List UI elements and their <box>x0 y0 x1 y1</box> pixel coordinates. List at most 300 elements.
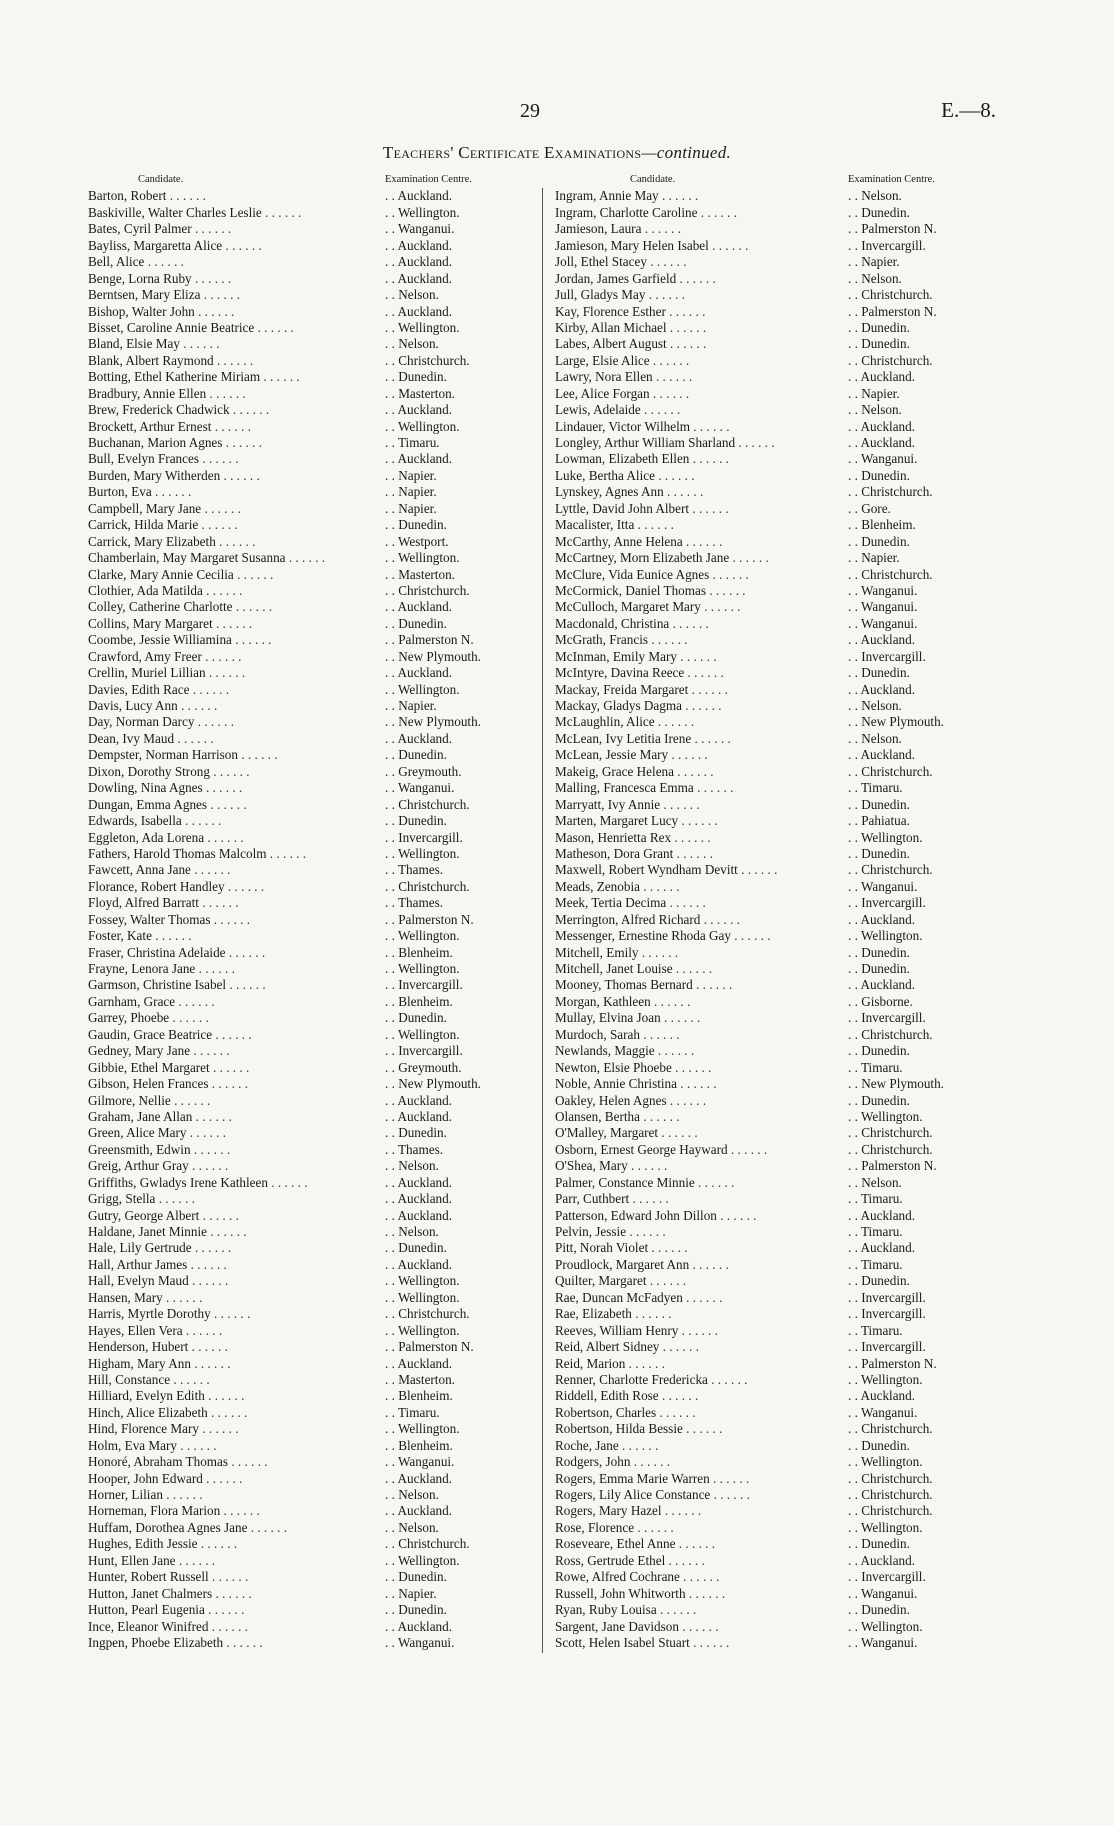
centre-leader-dots: . . <box>385 237 398 253</box>
candidate-name: Hooper, John Edward <box>88 1470 203 1486</box>
candidate-row <box>88 238 388 254</box>
centre-value: Thames. <box>397 862 443 878</box>
candidate-name: Longley, Arthur William Sharland <box>555 435 736 450</box>
centre-value: Auckland. <box>397 402 453 418</box>
candidate-row <box>88 928 388 944</box>
candidate-row <box>88 1635 388 1651</box>
centre-leader-dots: . . <box>848 500 862 516</box>
examination-centre <box>385 287 540 303</box>
centre-value: Masterton. <box>398 1371 455 1387</box>
centre-leader-dots: . . <box>848 1026 862 1042</box>
centre-value: Dunedin. <box>861 944 910 960</box>
centre-value: Dunedin. <box>861 319 910 335</box>
centre-leader-dots: . . <box>848 1141 862 1157</box>
centre-value: Timaru. <box>860 780 903 796</box>
candidate-name: Roche, Jane <box>555 1437 619 1453</box>
centre-leader-dots: . . <box>385 1076 399 1092</box>
candidate-name: Roseveare, Ethel Anne <box>555 1536 676 1552</box>
examination-centre <box>385 731 540 747</box>
centre-leader-dots: . . <box>385 730 398 746</box>
candidate-name: Quilter, Margaret <box>555 1273 647 1289</box>
candidate-name: Pelvin, Jessie <box>555 1224 627 1239</box>
examination-centre <box>848 1356 1018 1372</box>
leader-dots: . . . . . . <box>666 895 706 911</box>
examination-centre <box>848 813 1018 829</box>
leader-dots: . . . . . . <box>618 1437 659 1453</box>
centre-value: Blenheim. <box>398 1437 453 1453</box>
centre-leader-dots: . . <box>385 517 399 533</box>
examination-centre <box>385 649 540 665</box>
examination-centre <box>385 550 540 566</box>
centre-leader-dots: . . <box>848 1536 862 1552</box>
candidate-row <box>555 1323 860 1339</box>
candidate-row <box>88 862 388 878</box>
centre-leader-dots: . . <box>848 977 861 993</box>
centre-leader-dots: . . <box>848 484 862 500</box>
candidate-name: Labes, Albert August <box>555 336 667 352</box>
candidate-name: Matheson, Dora Grant <box>555 845 674 861</box>
centre-leader-dots: . . <box>385 681 398 697</box>
centre-leader-dots: . . <box>848 813 862 829</box>
leader-dots: . . . . . . <box>697 204 738 220</box>
candidate-row <box>88 714 388 730</box>
candidate-row <box>555 928 860 944</box>
examination-centre <box>848 254 1018 270</box>
right-candidate-header: Candidate. <box>630 174 676 185</box>
examination-centre <box>848 238 1018 254</box>
centre-value: Auckland. <box>397 451 453 467</box>
candidate-row <box>555 698 860 714</box>
examination-centre <box>385 1208 540 1224</box>
candidate-row <box>555 632 860 648</box>
examination-centre <box>385 188 540 204</box>
centre-value: Auckland. <box>860 681 916 697</box>
examination-centre <box>848 550 1018 566</box>
leader-dots: . . . . . . <box>170 1371 210 1387</box>
candidate-row <box>555 1240 860 1256</box>
candidate-row <box>88 616 388 632</box>
centre-leader-dots: . . <box>385 1437 399 1453</box>
centre-value: Westport. <box>397 533 449 549</box>
centre-leader-dots: . . <box>385 878 399 894</box>
examination-centre <box>385 501 540 517</box>
candidate-name: Floyd, Alfred Barratt <box>88 895 199 911</box>
candidate-row <box>88 221 388 237</box>
centre-value: Wanganui. <box>860 1634 918 1650</box>
centre-leader-dots: . . <box>385 780 398 796</box>
examination-centre <box>848 1273 1018 1289</box>
examination-centre <box>848 402 1018 418</box>
examination-centre <box>848 1536 1018 1552</box>
centre-leader-dots: . . <box>385 1454 398 1470</box>
centre-leader-dots: . . <box>848 1273 862 1289</box>
centre-leader-dots: . . <box>385 993 399 1009</box>
leader-dots: . . . . . . <box>177 698 218 713</box>
examination-centre <box>385 813 540 829</box>
centre-value: New Plymouth. <box>398 648 481 664</box>
candidate-name: Hale, Lily Gertrude <box>88 1240 192 1256</box>
candidate-row <box>555 846 860 862</box>
candidate-row <box>88 254 388 270</box>
examination-centre <box>848 830 1018 846</box>
candidate-row <box>88 813 388 829</box>
leader-dots: . . . . . . <box>729 550 769 566</box>
candidate-row <box>555 977 860 993</box>
leader-dots: . . . . . . <box>654 467 695 483</box>
centre-value: Auckland. <box>397 188 453 204</box>
candidate-name: McLean, Jessie Mary <box>555 747 669 763</box>
centre-leader-dots: . . <box>848 961 862 976</box>
centre-leader-dots: . . <box>385 1552 398 1568</box>
centre-value: Nelson. <box>861 402 902 418</box>
candidate-name: Bull, Evelyn Frances <box>88 451 199 467</box>
candidate-name: Davis, Lucy Ann <box>88 698 178 713</box>
candidate-row <box>88 451 388 467</box>
candidate-row <box>88 402 388 418</box>
candidate-row <box>555 731 860 747</box>
centre-leader-dots: . . <box>385 829 399 845</box>
leader-dots: . . . . . . <box>225 944 266 960</box>
centre-value: Nelson. <box>861 270 902 286</box>
candidate-row <box>555 517 860 533</box>
candidate-row <box>555 1339 860 1355</box>
candidate-name: Hughes, Edith Jessie <box>88 1536 198 1552</box>
examination-centre <box>385 1421 540 1437</box>
centre-value: Nelson. <box>398 1487 439 1502</box>
candidate-name: Fraser, Christina Adelaide <box>88 944 226 960</box>
candidate-row <box>88 188 388 204</box>
centre-leader-dots: . . <box>848 1125 862 1141</box>
candidate-row <box>88 780 388 796</box>
leader-dots: . . . . . . <box>672 961 713 976</box>
centre-value: Auckland. <box>860 1552 916 1568</box>
right-candidate-column <box>555 172 860 1651</box>
centre-leader-dots: . . <box>848 352 862 368</box>
candidate-name: Clothier, Ada Matilda <box>88 582 203 598</box>
centre-leader-dots: . . <box>848 517 862 533</box>
leader-dots: . . . . . . <box>716 1207 757 1223</box>
centre-value: Greymouth. <box>398 763 462 779</box>
candidate-row <box>88 1356 388 1372</box>
centre-leader-dots: . . <box>848 566 862 582</box>
examination-centre <box>385 1503 540 1519</box>
candidate-name: Joll, Ethel Stacey <box>555 254 647 270</box>
centre-value: Auckland. <box>860 435 916 450</box>
candidate-row <box>555 386 860 402</box>
centre-value: Dunedin. <box>398 1602 447 1618</box>
centre-value: Wanganui. <box>397 1634 455 1650</box>
examination-centre <box>385 1060 540 1076</box>
candidate-row <box>88 1175 388 1191</box>
centre-value: Napier. <box>861 254 900 270</box>
centre-leader-dots: . . <box>848 780 861 796</box>
column-divider <box>542 188 543 1653</box>
centre-value: Christchurch. <box>861 352 933 368</box>
candidate-name: Benge, Lorna Ruby <box>88 270 192 286</box>
centre-leader-dots: . . <box>848 336 862 352</box>
centre-value: Dunedin. <box>398 1569 447 1585</box>
centre-leader-dots: . . <box>385 435 398 450</box>
candidate-row <box>88 484 388 500</box>
candidate-name: Ince, Eleanor Winifred <box>88 1618 209 1634</box>
centre-value: Nelson. <box>861 698 902 713</box>
leader-dots: . . . . . . <box>260 369 300 385</box>
leader-dots: . . . . . . <box>629 1191 669 1207</box>
centre-value: Invercargill. <box>861 1306 926 1322</box>
candidate-name: Renner, Charlotte Fredericka <box>555 1371 708 1387</box>
candidate-row <box>88 567 388 583</box>
centre-value: Auckland. <box>397 1503 453 1519</box>
leader-dots: . . . . . . <box>700 599 741 615</box>
centre-leader-dots: . . <box>385 254 398 270</box>
leader-dots: . . . . . . <box>187 1256 227 1272</box>
examination-centre <box>848 336 1018 352</box>
centre-leader-dots: . . <box>848 698 862 713</box>
candidate-name: Frayne, Lenora Jane <box>88 961 196 976</box>
examination-centre <box>848 1405 1018 1421</box>
examination-centre <box>848 616 1018 632</box>
centre-value: Christchurch. <box>398 1306 470 1322</box>
leader-dots: . . . . . . <box>267 1174 308 1190</box>
centre-value: Nelson. <box>398 1224 439 1239</box>
candidate-row <box>88 1109 388 1125</box>
examination-centre <box>848 567 1018 583</box>
examination-centre <box>385 1109 540 1125</box>
centre-leader-dots: . . <box>385 813 399 829</box>
examination-centre <box>848 599 1018 615</box>
leader-dots: . . . . . . <box>688 681 728 697</box>
centre-leader-dots: . . <box>385 665 398 681</box>
centre-value: Christchurch. <box>861 566 933 582</box>
centre-leader-dots: . . <box>848 747 861 763</box>
examination-centre <box>385 1010 540 1026</box>
centre-leader-dots: . . <box>848 599 861 615</box>
examination-centre <box>848 731 1018 747</box>
candidate-row <box>88 764 388 780</box>
candidate-name: Green, Alice Mary <box>88 1125 187 1141</box>
candidate-name: Olansen, Bertha <box>555 1108 640 1124</box>
candidate-name: Dean, Ivy Maud <box>88 730 175 746</box>
centre-value: Napier. <box>398 467 437 483</box>
centre-value: Dunedin. <box>398 615 447 631</box>
examination-centre <box>848 419 1018 435</box>
centre-value: Nelson. <box>398 1519 439 1535</box>
examination-centre <box>848 714 1018 730</box>
examination-centre <box>848 1175 1018 1191</box>
leader-dots: . . . . . . <box>660 1010 701 1026</box>
centre-value: Wellington. <box>397 681 460 697</box>
candidate-name: Bisset, Caroline Annie Beatrice <box>88 319 255 335</box>
centre-value: Auckland. <box>397 730 453 746</box>
candidate-name: Meek, Tertia Decima <box>555 895 667 911</box>
candidate-row <box>555 1536 860 1552</box>
candidate-name: Huffam, Dorothea Agnes Jane <box>88 1519 248 1535</box>
candidate-name: Macdonald, Christina <box>555 615 670 631</box>
leader-dots: . . . . . . <box>162 1487 203 1502</box>
examination-centre <box>848 747 1018 763</box>
candidate-row <box>88 419 388 435</box>
examination-centre <box>848 1109 1018 1125</box>
centre-value: Auckland. <box>397 1092 453 1108</box>
centre-leader-dots: . . <box>385 1322 398 1338</box>
candidate-name: Gibson, Helen Frances <box>88 1076 209 1092</box>
candidate-name: Mitchell, Janet Louise <box>555 961 673 976</box>
candidate-row <box>555 879 860 895</box>
examination-centre <box>385 895 540 911</box>
examination-centre <box>848 1553 1018 1569</box>
centre-leader-dots: . . <box>385 188 398 204</box>
leader-dots: . . . . . . <box>179 336 220 352</box>
candidate-row <box>555 1043 860 1059</box>
examination-centre <box>385 714 540 730</box>
examination-centre <box>385 879 540 895</box>
candidate-name: Hall, Arthur James <box>88 1256 188 1272</box>
centre-value: Timaru. <box>860 1322 903 1338</box>
centre-leader-dots: . . <box>385 1059 399 1075</box>
centre-value: Blenheim. <box>398 944 453 960</box>
leader-dots: . . . . . . <box>208 1076 249 1092</box>
candidate-name: Griffiths, Gwladys Irene Kathleen <box>88 1174 268 1190</box>
centre-leader-dots: . . <box>385 1256 398 1272</box>
candidate-row <box>555 1273 860 1289</box>
centre-leader-dots: . . <box>848 730 862 746</box>
candidate-row <box>88 830 388 846</box>
examination-centre <box>385 632 540 648</box>
centre-value: Blenheim. <box>861 517 916 533</box>
candidate-row <box>555 583 860 599</box>
leader-dots: . . . . . . <box>204 1602 245 1618</box>
candidate-row <box>555 1076 860 1092</box>
leader-dots: . . . . . . <box>201 648 242 664</box>
centre-value: New Plymouth. <box>861 1076 944 1092</box>
candidate-row <box>555 567 860 583</box>
centre-value: Timaru. <box>860 1256 903 1272</box>
candidate-name: Hayes, Ellen Vera <box>88 1322 183 1338</box>
candidate-row <box>555 764 860 780</box>
candidate-name: Day, Norman Darcy <box>88 714 195 730</box>
candidate-name: Crawford, Amy Freer <box>88 648 202 664</box>
centre-value: Wellington. <box>397 1273 460 1289</box>
candidate-row <box>555 1520 860 1536</box>
candidate-name: Blank, Albert Raymond <box>88 352 214 368</box>
centre-leader-dots: . . <box>385 1224 399 1239</box>
leader-dots: . . . . . . <box>197 1536 238 1552</box>
centre-leader-dots: . . <box>385 1618 398 1634</box>
examination-centre <box>385 1388 540 1404</box>
candidate-row <box>555 1093 860 1109</box>
leader-dots: . . . . . . <box>660 796 700 812</box>
examination-centre <box>385 1487 540 1503</box>
leader-dots: . . . . . . <box>207 1404 248 1420</box>
examination-centre <box>385 271 540 287</box>
centre-leader-dots: . . <box>848 451 861 467</box>
examination-centre <box>848 369 1018 385</box>
candidate-name: Chamberlain, May Margaret Susanna <box>88 550 286 566</box>
examination-centre <box>385 961 540 977</box>
leader-dots: . . . . . . <box>210 911 251 927</box>
centre-value: Timaru. <box>860 1059 903 1075</box>
leader-dots: . . . . . . <box>649 385 690 401</box>
candidate-row <box>88 550 388 566</box>
centre-leader-dots: . . <box>848 1174 862 1190</box>
centre-value: Dunedin. <box>861 1536 910 1552</box>
candidate-row <box>88 271 388 287</box>
candidate-row <box>555 1306 860 1322</box>
candidate-row <box>88 1619 388 1635</box>
centre-leader-dots: . . <box>848 435 861 450</box>
centre-leader-dots: . . <box>385 1634 398 1650</box>
centre-value: Auckland. <box>397 665 453 681</box>
examination-centre <box>848 862 1018 878</box>
centre-value: Wellington. <box>397 845 460 861</box>
centre-value: Dunedin. <box>398 1240 447 1256</box>
centre-value: Gore. <box>861 500 891 516</box>
centre-leader-dots: . . <box>848 681 861 697</box>
centre-leader-dots: . . <box>385 402 398 418</box>
candidate-row <box>555 1224 860 1240</box>
candidate-name: Macalister, Itta <box>555 517 635 533</box>
candidate-name: McCarthy, Anne Helena <box>555 533 683 549</box>
centre-leader-dots: . . <box>848 911 861 927</box>
candidate-name: Lyttle, David John Albert <box>555 500 690 516</box>
centre-value: Christchurch. <box>398 1536 470 1552</box>
examination-centre <box>848 1323 1018 1339</box>
centre-value: Christchurch. <box>861 484 933 500</box>
examination-centre <box>385 912 540 928</box>
candidate-name: Rodgers, John <box>555 1454 631 1470</box>
candidate-row <box>555 682 860 698</box>
candidate-row <box>555 813 860 829</box>
candidate-name: Fossey, Walter Thomas <box>88 911 211 927</box>
examination-centre <box>385 304 540 320</box>
leader-dots: . . . . . . <box>706 582 746 598</box>
centre-leader-dots: . . <box>848 1224 861 1239</box>
examination-centre <box>848 1010 1018 1026</box>
candidate-name: Horneman, Flora Marion <box>88 1503 221 1519</box>
leader-dots: . . . . . . <box>202 582 243 598</box>
candidate-name: Eggleton, Ada Lorena <box>88 829 205 845</box>
candidate-row <box>555 419 860 435</box>
candidate-name: Mullay, Elvina Joan <box>555 1010 661 1026</box>
leader-dots: . . . . . . <box>691 730 731 746</box>
examination-centre <box>385 386 540 402</box>
candidate-name: Kirby, Allan Michael <box>555 319 667 335</box>
examination-centre <box>848 698 1018 714</box>
candidate-row <box>88 1306 388 1322</box>
candidate-name: Russell, John Whitworth <box>555 1585 686 1601</box>
candidate-name: Pitt, Norah Violet <box>555 1240 649 1256</box>
leader-dots: . . . . . . <box>175 1552 216 1568</box>
leader-dots: . . . . . . <box>254 319 294 335</box>
leader-dots: . . . . . . <box>707 1371 748 1387</box>
right-centre-header: Examination Centre. <box>848 174 935 185</box>
centre-value: Christchurch. <box>861 1503 933 1519</box>
candidate-row <box>555 271 860 287</box>
examination-centre <box>848 1339 1018 1355</box>
examination-centre <box>848 435 1018 451</box>
candidate-row <box>555 780 860 796</box>
candidate-name: Honoré, Abraham Thomas <box>88 1454 229 1470</box>
centre-leader-dots: . . <box>848 1388 861 1404</box>
leader-dots: . . . . . . <box>674 763 714 779</box>
candidate-name: Lewis, Adelaide <box>555 402 641 418</box>
centre-value: Nelson. <box>861 1174 902 1190</box>
examination-centre <box>385 238 540 254</box>
candidate-row <box>88 1043 388 1059</box>
examination-centre <box>385 862 540 878</box>
centre-leader-dots: . . <box>385 1339 399 1355</box>
examination-centre <box>385 1438 540 1454</box>
